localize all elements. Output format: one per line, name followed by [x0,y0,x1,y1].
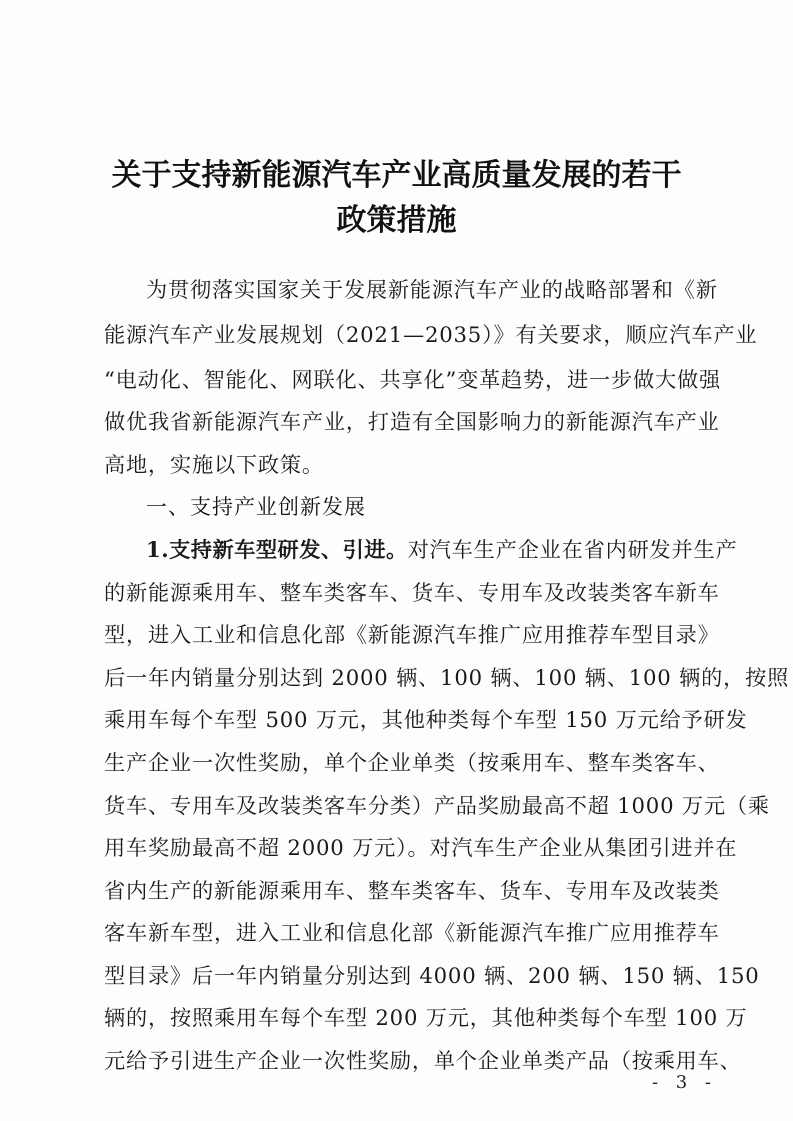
document-title-line-2: 政策措施 [336,203,457,238]
item-1-line: 货车、专用车及改装类客车分类）产品奖励最高不超 1000 万元（乘 [104,793,770,818]
item-1-line: 生产企业一次性奖励，单个企业单类（按乘用车、整车类客车、 [104,750,720,775]
intro-line: 做优我省新能源汽车产业，打造有全国影响力的新能源汽车产业 [104,409,720,434]
item-1-line: 客车新车型，进入工业和信息化部《新能源汽车推广应用推荐车 [104,920,720,945]
intro-line: 为贯彻落实国家关于发展新能源汽车产业的战略部署和《新 [146,277,718,302]
item-1-line: 型，进入工业和信息化部《新能源汽车推广应用推荐车型目录》 [104,622,720,647]
intro-line: 高地，实施以下政策。 [104,452,324,477]
document-title-line-1: 关于支持新能源汽车产业高质量发展的若干 [111,158,682,193]
item-1-line: 辆的，按照乘用车每个车型 200 万元，其他种类每个车型 100 万 [104,1005,748,1030]
item-1-line: 型目录》后一年内销量分别达到 4000 辆、200 辆、150 辆、150 [104,963,760,988]
item-1-lead: 1.支持新车型研发、引进。 [146,537,408,562]
intro-line: “电动化、智能化、网联化、共享化”变革趋势，进一步做大做强 [104,367,721,392]
item-1-line: 的新能源乘用车、整车类客车、货车、专用车及改装类客车新车 [104,580,720,605]
item-1-line: 后一年内销量分别达到 2000 辆、100 辆、100 辆、100 辆的，按照 [104,665,790,690]
section-heading: 一、支持产业创新发展 [146,495,366,519]
item-1-line: 用车奖励最高不超 2000 万元）。对汽车生产企业从集团引进并在 [104,835,738,860]
item-1-first-line-text: 对汽车生产企业在省内研发并生产 [407,537,738,562]
item-1-first-line [146,535,746,565]
item-1-line: 乘用车每个车型 500 万元，其他种类每个车型 150 万元给予研发 [104,707,748,732]
intro-line: 能源汽车产业发展规划（2021—2035）》有关要求，顺应汽车产业 [104,322,758,347]
item-1-line: 元给予引进生产企业一次性奖励，单个企业单类产品（按乘用车、 [104,1048,742,1073]
page-number: - 3 - [651,1072,717,1093]
item-1-line: 省内生产的新能源乘用车、整车类客车、货车、专用车及改装类 [104,878,720,903]
